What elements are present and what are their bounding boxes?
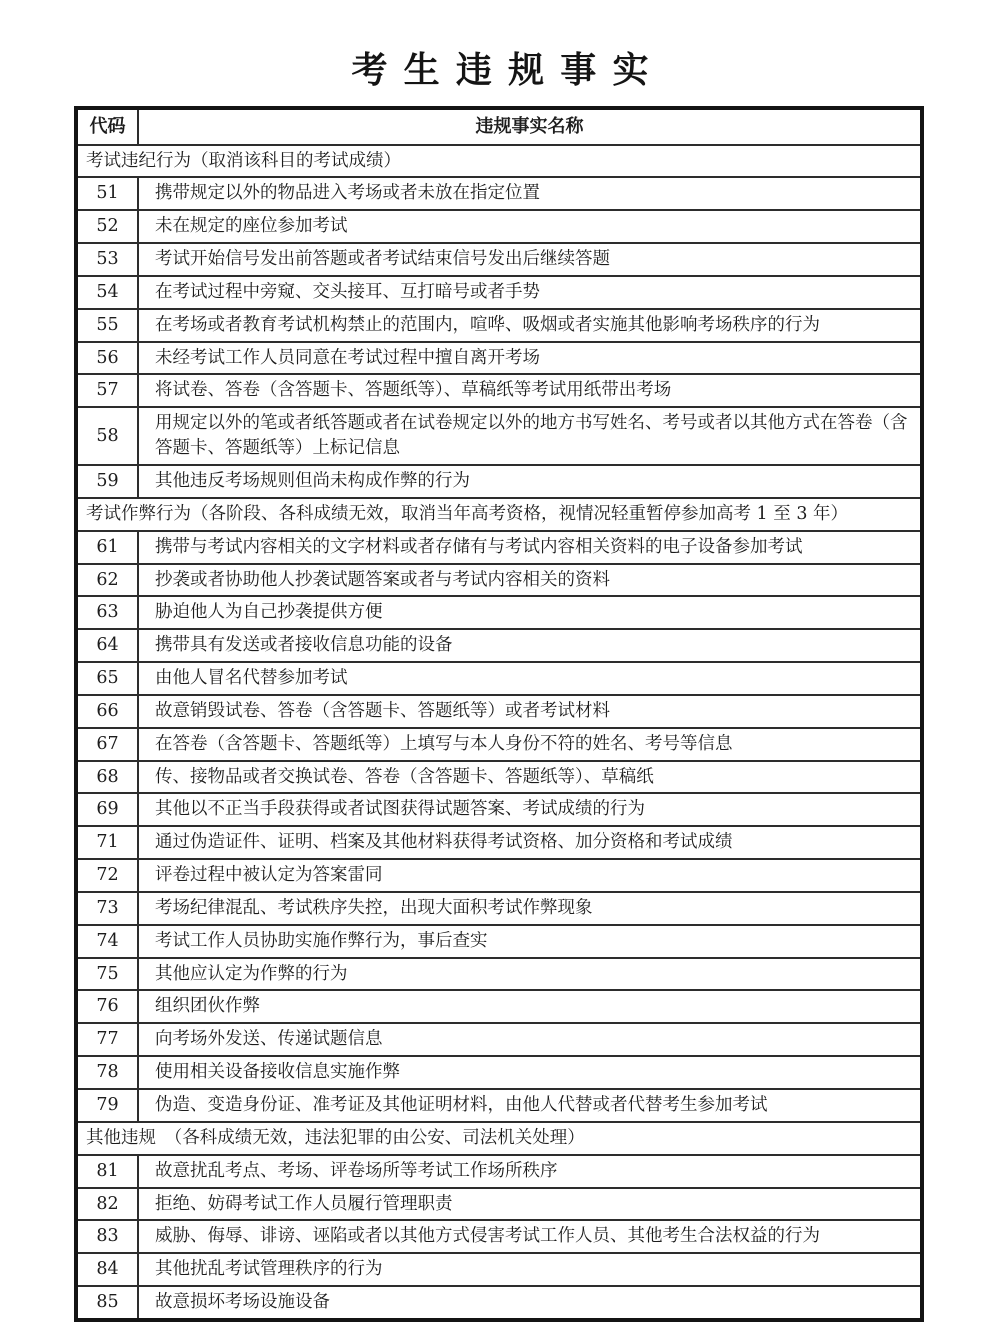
violation-name: 携带规定以外的物品进入考场或者未放在指定位置 [138, 177, 922, 210]
table-row [76, 564, 922, 597]
violations-table [74, 106, 924, 1322]
violation-code: 71 [76, 826, 138, 859]
section-label: 其他违规 （各科成绩无效，违法犯罪的由公安、司法机关处理） [76, 1122, 922, 1155]
table-row [76, 309, 922, 342]
violation-code: 74 [76, 925, 138, 958]
table-row [76, 695, 922, 728]
violation-code: 64 [76, 629, 138, 662]
violation-name: 在答卷（含答题卡、答题纸等）上填写与本人身份不符的姓名、考号等信息 [138, 728, 922, 761]
violation-code: 55 [76, 309, 138, 342]
name-column-header: 违规事实名称 [138, 108, 922, 145]
violation-code: 57 [76, 374, 138, 407]
violation-code: 51 [76, 177, 138, 210]
violation-code: 79 [76, 1089, 138, 1122]
violation-code: 67 [76, 728, 138, 761]
violation-name: 考试开始信号发出前答题或者考试结束信号发出后继续答题 [138, 243, 922, 276]
table-row [76, 407, 922, 465]
table-row [76, 276, 922, 309]
violation-code: 72 [76, 859, 138, 892]
violation-name: 在考场或者教育考试机构禁止的范围内，喧哗、吸烟或者实施其他影响考场秩序的行为 [138, 309, 922, 342]
violation-code: 62 [76, 564, 138, 597]
violation-name: 考场纪律混乱、考试秩序失控，出现大面积考试作弊现象 [138, 892, 922, 925]
table-body [76, 145, 922, 1320]
violation-name: 组织团伙作弊 [138, 990, 922, 1023]
violation-code: 73 [76, 892, 138, 925]
table-row [76, 531, 922, 564]
table-row [76, 243, 922, 276]
section-header-row [76, 498, 922, 531]
table-header-row [76, 108, 922, 145]
violation-code: 82 [76, 1188, 138, 1221]
violation-code: 65 [76, 662, 138, 695]
page-title: 考生违规事实 [351, 49, 665, 91]
violation-name: 向考场外发送、传递试题信息 [138, 1023, 922, 1056]
violation-code: 58 [76, 407, 138, 465]
violation-code: 56 [76, 342, 138, 375]
violation-name: 故意损坏考场设施设备 [138, 1286, 922, 1320]
violation-name: 用规定以外的笔或者纸答题或者在试卷规定以外的地方书写姓名、考号或者以其他方式在答卷（含答题卡、答题纸等）上标记信息 [138, 407, 922, 465]
violation-name: 其他违反考场规则但尚未构成作弊的行为 [138, 465, 922, 498]
table-row [76, 1023, 922, 1056]
table-row [76, 1155, 922, 1188]
section-label: 考试违纪行为（取消该科目的考试成绩） [76, 145, 922, 178]
violation-code: 61 [76, 531, 138, 564]
table-row [76, 892, 922, 925]
section-label: 考试作弊行为（各阶段、各科成绩无效，取消当年高考资格，视情况轻重暂停参加高考 1 至 3 年） [76, 498, 922, 531]
violation-code: 77 [76, 1023, 138, 1056]
table-row [76, 210, 922, 243]
violation-name: 由他人冒名代替参加考试 [138, 662, 922, 695]
table-row [76, 793, 922, 826]
violation-name: 使用相关设备接收信息实施作弊 [138, 1056, 922, 1089]
violation-name: 考试工作人员协助实施作弊行为，事后查实 [138, 925, 922, 958]
violation-code: 83 [76, 1220, 138, 1253]
violation-code: 69 [76, 793, 138, 826]
violation-name: 抄袭或者协助他人抄袭试题答案或者与考试内容相关的资料 [138, 564, 922, 597]
table-row [76, 596, 922, 629]
violation-name: 未在规定的座位参加考试 [138, 210, 922, 243]
violation-code: 84 [76, 1253, 138, 1286]
violation-code: 85 [76, 1286, 138, 1320]
table-row [76, 925, 922, 958]
violation-code: 76 [76, 990, 138, 1023]
section-header-row [76, 1122, 922, 1155]
table-row [76, 177, 922, 210]
violation-name: 未经考试工作人员同意在考试过程中擅自离开考场 [138, 342, 922, 375]
violation-name: 在考试过程中旁窥、交头接耳、互打暗号或者手势 [138, 276, 922, 309]
violation-code: 81 [76, 1155, 138, 1188]
table-row [76, 374, 922, 407]
violation-code: 75 [76, 958, 138, 991]
table-row [76, 1220, 922, 1253]
violation-name: 其他以不正当手段获得或者试图获得试题答案、考试成绩的行为 [138, 793, 922, 826]
violation-name: 故意扰乱考点、考场、评卷场所等考试工作场所秩序 [138, 1155, 922, 1188]
violation-name: 通过伪造证件、证明、档案及其他材料获得考试资格、加分资格和考试成绩 [138, 826, 922, 859]
violation-name: 其他应认定为作弊的行为 [138, 958, 922, 991]
table-row [76, 990, 922, 1023]
violation-code: 68 [76, 761, 138, 794]
table-row [76, 1286, 922, 1320]
table-row [76, 1253, 922, 1286]
table-row [76, 859, 922, 892]
section-header-row [76, 145, 922, 178]
violation-name: 威胁、侮辱、诽谤、诬陷或者以其他方式侵害考试工作人员、其他考生合法权益的行为 [138, 1220, 922, 1253]
violation-code: 52 [76, 210, 138, 243]
table-row [76, 1056, 922, 1089]
table-row [76, 761, 922, 794]
violation-name: 携带具有发送或者接收信息功能的设备 [138, 629, 922, 662]
table-row [76, 958, 922, 991]
table-row [76, 465, 922, 498]
violation-code: 66 [76, 695, 138, 728]
table-row [76, 826, 922, 859]
table-row [76, 662, 922, 695]
violation-name: 传、接物品或者交换试卷、答卷（含答题卡、答题纸等）、草稿纸 [138, 761, 922, 794]
table-row [76, 629, 922, 662]
table-row [76, 728, 922, 761]
violation-code: 53 [76, 243, 138, 276]
violation-name: 携带与考试内容相关的文字材料或者存储有与考试内容相关资料的电子设备参加考试 [138, 531, 922, 564]
violation-code: 54 [76, 276, 138, 309]
violation-name: 伪造、变造身份证、准考证及其他证明材料，由他人代替或者代替考生参加考试 [138, 1089, 922, 1122]
code-column-header: 代码 [76, 108, 138, 145]
violation-code: 63 [76, 596, 138, 629]
violation-name: 胁迫他人为自己抄袭提供方便 [138, 596, 922, 629]
violation-name: 评卷过程中被认定为答案雷同 [138, 859, 922, 892]
violation-code: 78 [76, 1056, 138, 1089]
violation-code: 59 [76, 465, 138, 498]
violation-name: 其他扰乱考试管理秩序的行为 [138, 1253, 922, 1286]
table-row [76, 342, 922, 375]
table-row [76, 1188, 922, 1221]
violation-name: 拒绝、妨碍考试工作人员履行管理职责 [138, 1188, 922, 1221]
violation-name: 故意销毁试卷、答卷（含答题卡、答题纸等）或者考试材料 [138, 695, 922, 728]
violation-name: 将试卷、答卷（含答题卡、答题纸等）、草稿纸等考试用纸带出考场 [138, 374, 922, 407]
table-row [76, 1089, 922, 1122]
